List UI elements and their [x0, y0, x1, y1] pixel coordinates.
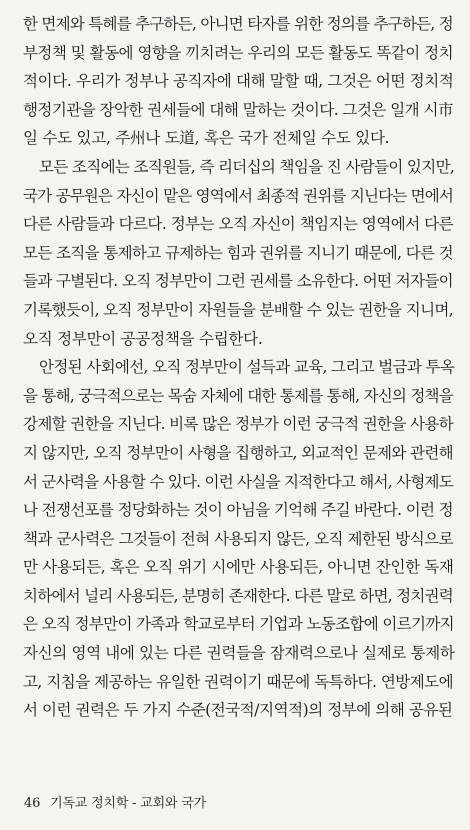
paragraph: [23, 10, 453, 153]
text-line: 나 전쟁선포를 정당화하는 것이 아님을 기억해 주길 바란다. 이런 정: [23, 501, 453, 520]
text-line: 행정기관을 장악한 권세들에 대해 말하는 것이다. 그것은 일개 시市: [23, 100, 453, 119]
text-line: 서 이런 권력은 두 가지 수준(전국적/지역적)의 정부에 의해 공유된: [23, 701, 453, 720]
text-line: 기록했듯이, 오직 정부만이 자원들을 분배할 수 있는 권한을 지니며,: [23, 300, 453, 319]
text-line: 부정책 및 활동에 영향을 끼치려는 우리의 모든 활동도 똑같이 정치: [23, 43, 453, 62]
paragraph: [23, 153, 453, 353]
text-line: 모든 조직을 통제하고 규제하는 힘과 권위를 지니기 때문에, 다른 것: [23, 243, 453, 262]
text-line: 치하에서 널리 사용되든, 분명히 존재한다. 다른 말로 하면, 정치권력: [23, 586, 453, 605]
text-line: 고, 지침을 제공하는 유일한 권력이기 때문에 독특하다. 연방제도에: [23, 672, 453, 691]
text-line: 을 통해, 궁극적으로는 목숨 자체에 대한 통제를 통해, 자신의 정책을: [23, 386, 453, 405]
text-line: 강제할 권한을 지닌다. 비록 많은 정부가 이런 궁극적 권한을 사용하: [23, 415, 453, 434]
text-line: 오직 정부만이 공공정책을 수립한다.: [23, 329, 263, 348]
text-line: 모든 조직에는 조직원들, 즉 리더십의 책임을 진 사람들이 있지만,: [39, 157, 455, 176]
body-text: [23, 10, 453, 725]
running-title: 기독교 정치학 - 교회와 국가: [50, 796, 206, 811]
text-line: 만 사용되든, 혹은 오직 위기 시에만 사용되든, 아니면 잔인한 독재: [23, 558, 454, 577]
page-footer: [24, 792, 206, 811]
text-line: 서 군사력을 사용할 수 있다. 이런 사실을 지적한다고 해서, 사형제도: [23, 472, 453, 491]
text-line: 자신의 영역 내에 있는 다른 권력들을 잠재력으로나 실제로 통제하: [23, 644, 455, 663]
text-line: 다른 사람들과 다르다. 정부는 오직 자신이 책임지는 영역에서 다른: [23, 215, 453, 234]
text-line: 적이다. 우리가 정부나 공직자에 대해 말할 때, 그것은 어떤 정치적: [23, 72, 454, 91]
text-line: 안정된 사회에선, 오직 정부만이 설득과 교육, 그리고 벌금과 투옥: [39, 358, 455, 377]
text-line: 들과 구별된다. 오직 정부만이 그런 권세를 소유한다. 어떤 저자들이: [23, 272, 453, 291]
text-line: 책과 군사력은 그것들이 전혀 사용되지 않든, 오직 제한된 방식으로: [23, 529, 453, 548]
page-number: 46: [24, 796, 41, 811]
text-line: 한 면제와 특혜를 추구하든, 아니면 타자를 위한 정의를 추구하든, 정: [23, 15, 453, 33]
text-line: 일 수도 있고, 주州나 도道, 혹은 국가 전체일 수도 있다.: [23, 129, 390, 148]
text-line: 은 오직 정부만이 가족과 학교로부터 기업과 노동조합에 이르기까지: [23, 615, 454, 634]
paragraph: [23, 353, 453, 725]
text-line: 지 않지만, 오직 정부만이 사형을 집행하고, 외교적인 문제와 관련해: [23, 443, 453, 462]
text-line: 국가 공무원은 자신이 맡은 영역에서 최종적 권위를 지닌다는 면에서: [23, 186, 453, 205]
